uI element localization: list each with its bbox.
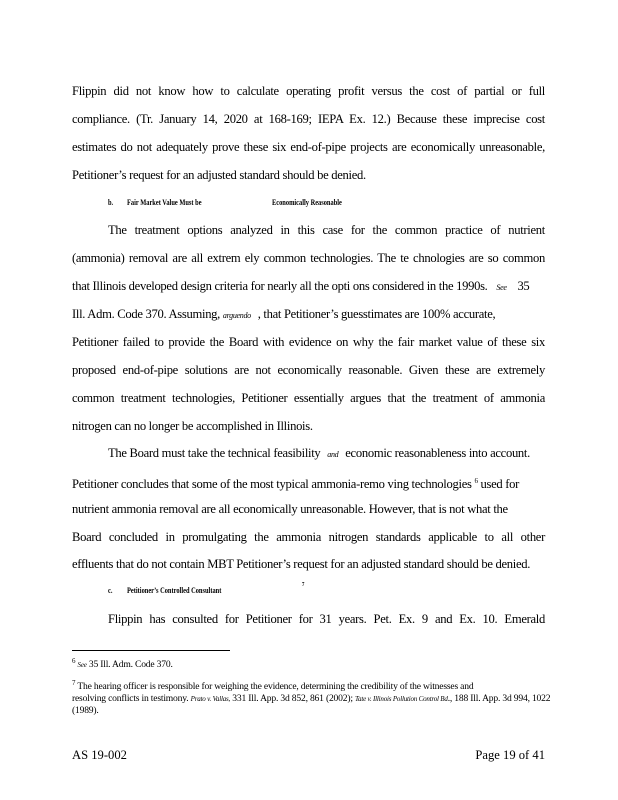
heading-letter: b. bbox=[108, 198, 114, 207]
footnote-text: The hearing officer is responsible for weighing the evidence, determining the credibility of the witnesses and bbox=[77, 681, 474, 693]
footnote-text: 331 Ill. App. 3d 852, 861 (2002); bbox=[232, 693, 353, 705]
page-number: Page 19 of 41 bbox=[475, 748, 545, 762]
body-line: Board concluded in promulgating the ammonia nitrogen standards applicable to all other bbox=[72, 530, 545, 544]
body-line: (ammonia) removal are all extrem ely common technologies. The te chnologies are so common bbox=[72, 251, 545, 265]
body-line: nutrient ammonia removal are all economically unreasonable. However, that is not what the bbox=[72, 502, 508, 516]
body-line: Petitioner’s request for an adjusted standard should be denied. bbox=[72, 168, 366, 182]
case-name: Prato v. Vallas, bbox=[190, 695, 231, 704]
text: Petitioner concludes that some of the most typical ammonia-remo ving technologies bbox=[72, 477, 472, 492]
body-line bbox=[72, 473, 545, 492]
footnote-separator bbox=[72, 650, 230, 651]
body-line: Flippin has consulted for Petitioner for 31 years. Pet. Ex. 9 and Ex. 10. Emerald bbox=[108, 612, 545, 626]
body-line bbox=[108, 445, 545, 461]
term-and: and bbox=[327, 450, 339, 459]
body-line bbox=[72, 306, 545, 322]
footnote-text: resolving conflicts in testimony. bbox=[72, 693, 189, 705]
footnote-text: 35 Ill. Adm. Code 370. bbox=[88, 659, 173, 671]
body-line: estimates do not adequately prove these six end-of-pipe projects are economically unreasonable, bbox=[72, 140, 545, 154]
heading-letter: c. bbox=[108, 586, 113, 595]
signal-see: See bbox=[496, 283, 507, 292]
body-line bbox=[72, 278, 545, 294]
text: economic reasonableness into account. bbox=[345, 446, 530, 460]
body-line: Flippin did not know how to calculate operating profit versus the cost of partial or full bbox=[72, 84, 545, 98]
heading-text: Fair Market Value Must be bbox=[127, 198, 202, 207]
footnote-text: ., 188 Ill. App. 3d 994, 1022 (1989). bbox=[72, 693, 551, 717]
text: Ill. Adm. Code 370. Assuming, bbox=[72, 307, 221, 321]
heading-text: Economically Reasonable bbox=[272, 198, 342, 207]
text: used for bbox=[480, 477, 520, 492]
body-line: The treatment options analyzed in this case for the common practice of nutrient bbox=[108, 223, 545, 237]
body-line: effluents that do not contain MBT Petitioner’s request for an adjusted standard should be denied. bbox=[72, 557, 531, 571]
footnote-ref-6[interactable]: 6 bbox=[474, 477, 478, 485]
footnote-number: 7 bbox=[72, 679, 76, 687]
footnote-ref-7[interactable]: 7 bbox=[302, 582, 305, 588]
footnote-6 bbox=[72, 655, 552, 671]
text: 35 bbox=[517, 279, 530, 293]
case-name: Tate v. Illinois Pollution Control Bd bbox=[355, 695, 448, 704]
footnote-number: 6 bbox=[72, 657, 76, 665]
body-line: common treatment technologies, Petitioner essentially argues that the treatment of ammonia bbox=[72, 391, 545, 405]
body-line: nitrogen can no longer be accomplished in Illinois. bbox=[72, 419, 313, 433]
body-line: compliance. (Tr. January 14, 2020 at 168-169; IEPA Ex. 12.) Because these imprecise cost bbox=[72, 112, 545, 126]
body-line: Petitioner failed to provide the Board with evidence on why the fair market value of these six bbox=[72, 335, 545, 349]
docket-number: AS 19-002 bbox=[72, 748, 127, 762]
signal-see: See bbox=[77, 661, 87, 670]
term-arguendo: arguendo bbox=[222, 311, 251, 320]
footnote-7 bbox=[72, 677, 552, 717]
body-line: proposed end-of-pipe solutions are not economically reasonable. Given these are extremely bbox=[72, 363, 545, 377]
text: , that Petitioner’s guesstimates are 100% accurate, bbox=[257, 307, 496, 321]
text: The Board must take the technical feasibility bbox=[108, 446, 321, 460]
text: that Illinois developed design criteria for nearly all the opti ons considered in the 1990s. bbox=[72, 279, 488, 293]
heading-text: Petitioner’s Controlled Consultant bbox=[127, 586, 222, 595]
